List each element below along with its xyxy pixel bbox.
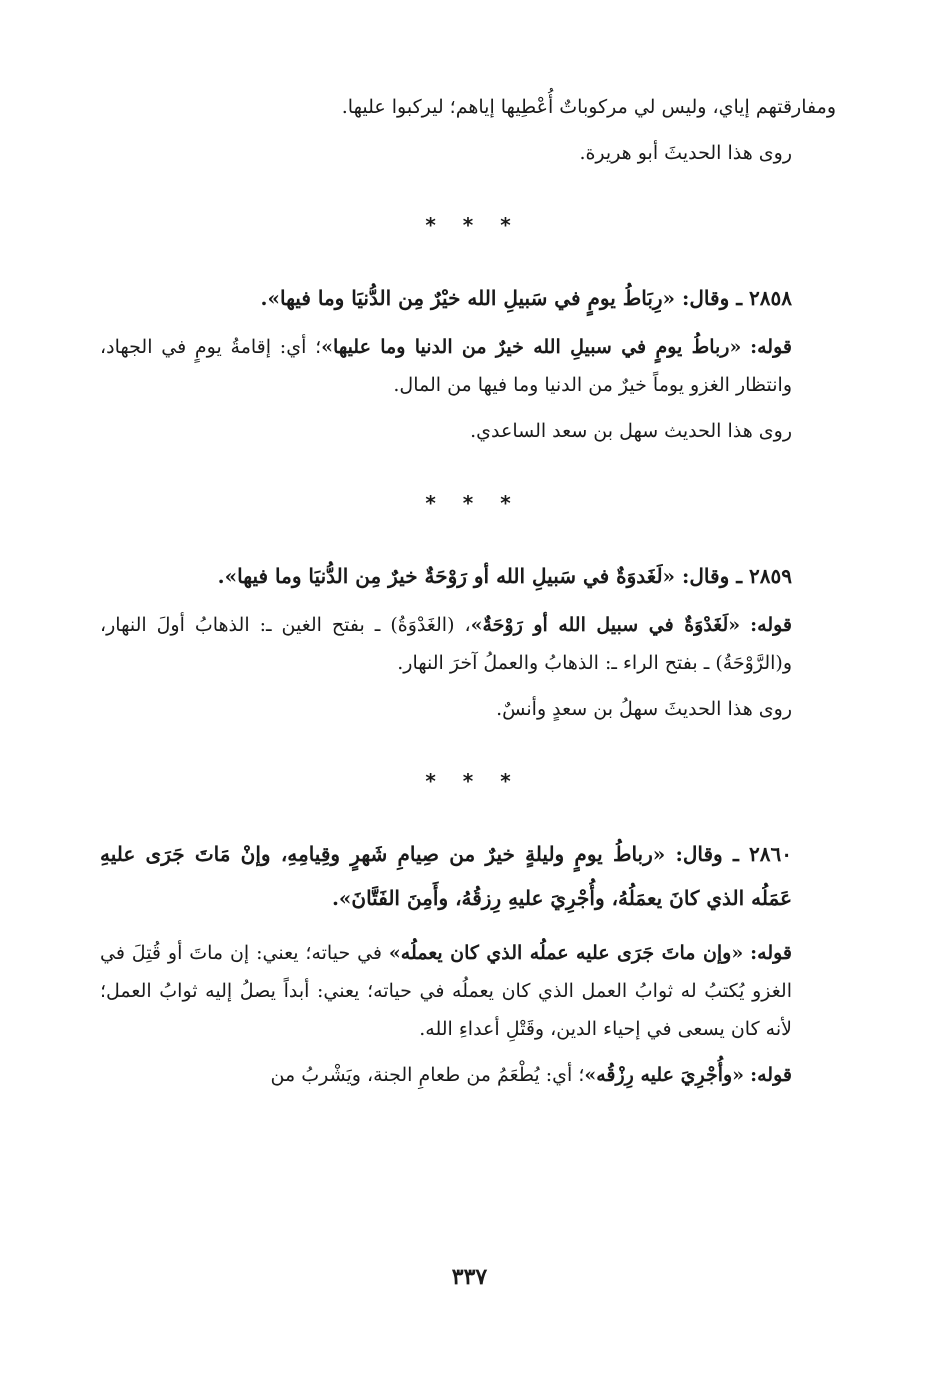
qawl-label: قوله: [750, 614, 793, 636]
qawl-quote: «وإن ماتَ جَرَى عليه عملُه الذي كان يعملُه» [388, 942, 744, 964]
narrator-line: روى هذا الحديثَ أبو هريرة. [579, 142, 792, 164]
qawl-label: قوله: [750, 1064, 792, 1086]
hadith-2858: ٢٨٥٨ ـ وقال: «رِبَاطُ يومٍ في سَبيلِ الله خيْرٌ مِن الدُّنيَا وما فيها». [260, 286, 792, 310]
section-separator: * * * [425, 491, 521, 515]
commentary-2858 [100, 328, 836, 404]
commentary-2860-a [100, 934, 836, 1048]
section-separator: * * * [425, 213, 521, 237]
hadith-2860: ٢٨٦٠ ـ وقال: «رباطُ يومٍ وليلةٍ خيرٌ من صِيامِ شَهرٍ وقِيامِهِ، وإنْ مَاتَ جَرَى عليهِ عَمَلُه الذي كانَ يعمَلُهُ، وأُجْرِيَ عليهِ رِزقُهُ، وأَمِنَ الفَتَّانَ». [100, 842, 792, 910]
qawl-quote: «رباطُ يومٍ في سبيلِ الله خيرٌ من الدنيا وما عليها» [321, 336, 742, 358]
qawl-label: قوله: [750, 336, 792, 358]
hadith-2859: ٢٨٥٩ ـ وقال: «لَغَدوَةٌ في سَبيلِ الله أو رَوْحَةٌ خيرٌ مِن الدُّنيَا وما فيها». [217, 564, 792, 588]
page-number: ٣٣٧ [451, 1264, 488, 1290]
commentary-2859 [100, 606, 836, 682]
qawl-quote: «لَغَدْوَةٌ في سبيل الله أو رَوْحَةٌ» [470, 614, 741, 636]
qawl-quote: «وأُجْرِيَ عليه رِزْقُه» [584, 1064, 745, 1086]
qawl-text: ، (الغَدْوَةُ) ـ بفتح الغين ـ: الذهابُ أولَ النهار، و(الرَّوْحَةُ) ـ بفتح الراء ـ: الذهابُ والعملُ آخرَ النهار. [100, 614, 792, 674]
qawl-text: في حياته؛ يعني: إن ماتَ أو قُتِلَ في الغزو يُكتبُ له ثوابُ العمل الذي كان يعملُه في حياته؛ يعني: أبداً يصلُ إليه ثوابُ العمل؛ لأنه كان يسعى في إحياء الدين، وقَتْلِ أعداءِ الله. [100, 942, 792, 1040]
qawl-text: ؛ أي: يُطْعَمُ من طعامِ الجنة، ويَشْربُ من [270, 1064, 585, 1086]
page-body [100, 88, 836, 1094]
commentary-2860-b [100, 1056, 836, 1094]
qawl-text: ؛ أي: إقامةُ يومٍ في الجهاد، وانتظار الغزو يوماً خيرٌ من الدنيا وما فيها من المال. [100, 336, 792, 396]
qawl-label: قوله: [750, 942, 793, 964]
narrator-line: روى هذا الحديثَ سهلُ بن سعدٍ وأنسٌ. [496, 698, 792, 720]
continuation-text: ومفارقتهم إياي، وليس لي مركوباتٌ أُعْطِيها إياهم؛ ليركبوا عليها. [341, 96, 836, 118]
section-separator: * * * [425, 769, 521, 793]
narrator-line: روى هذا الحديث سهل بن سعد الساعدي. [470, 420, 792, 442]
